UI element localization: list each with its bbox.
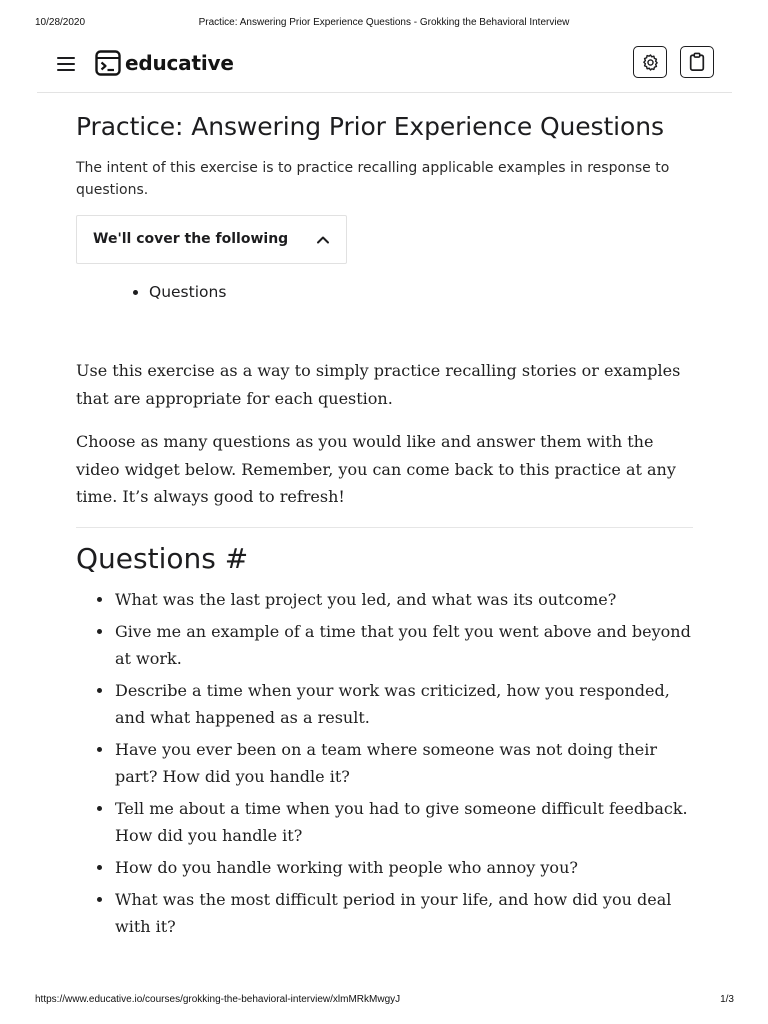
- list-item: What was the last project you led, and what was its outcome?: [93, 586, 693, 613]
- print-date: 10/28/2020: [35, 17, 86, 28]
- gear-icon: [641, 53, 660, 72]
- list-item: What was the most difficult period in your life, and how did you deal with it?: [93, 886, 693, 940]
- settings-button[interactable]: [633, 46, 667, 78]
- notes-button[interactable]: [680, 46, 714, 78]
- table-of-contents: [76, 215, 347, 264]
- questions-heading: Questions #: [76, 542, 249, 575]
- lesson-intro: The intent of this exercise is to practice recalling applicable examples in response to questions.: [76, 160, 670, 198]
- toc-list: [131, 280, 226, 304]
- educative-logo[interactable]: [95, 50, 234, 76]
- list-item: Give me an example of a time that you felt you went above and beyond at work.: [93, 618, 693, 672]
- clipboard-icon: [688, 52, 706, 72]
- paragraph-practice: Use this exercise as a way to simply practice recalling stories or examples that are appropriate for each question.: [76, 361, 681, 408]
- list-item: Have you ever been on a team where someone was not doing their part? How did you handle it?: [93, 736, 693, 790]
- section-divider: [76, 527, 693, 528]
- print-doc-title: Practice: Answering Prior Experience Questions - Grokking the Behavioral Interview: [198, 17, 570, 28]
- chevron-up-icon: [316, 235, 330, 244]
- toc-toggle[interactable]: [93, 229, 330, 249]
- hamburger-menu-icon[interactable]: [57, 57, 75, 71]
- top-navigation-bar: [37, 44, 732, 93]
- print-footer: [0, 994, 768, 1008]
- list-item: Describe a time when your work was criticized, how you responded, and what happened as a result.: [93, 677, 693, 731]
- list-item: How do you handle working with people who annoy you?: [93, 854, 693, 881]
- logo-text: educative: [125, 51, 234, 75]
- toc-item-questions[interactable]: Questions: [131, 280, 226, 304]
- lesson-title: Practice: Answering Prior Experience Questions: [76, 112, 664, 141]
- list-item: Tell me about a time when you had to give someone difficult feedback. How did you handle it?: [93, 795, 693, 849]
- print-url: https://www.educative.io/courses/grokking-the-behavioral-interview/xlmMRkMwgyJ: [35, 994, 401, 1005]
- toc-label: We'll cover the following: [93, 231, 289, 247]
- terminal-logo-icon: [95, 50, 121, 76]
- print-header: [0, 17, 768, 31]
- paragraph-instructions: Choose as many questions as you would like and answer them with the video widget below. Remember, you can come back to this practice at any time. It’s always good to refresh!: [76, 432, 676, 506]
- questions-list: [93, 586, 693, 945]
- page-indicator: 1/3: [720, 994, 734, 1005]
